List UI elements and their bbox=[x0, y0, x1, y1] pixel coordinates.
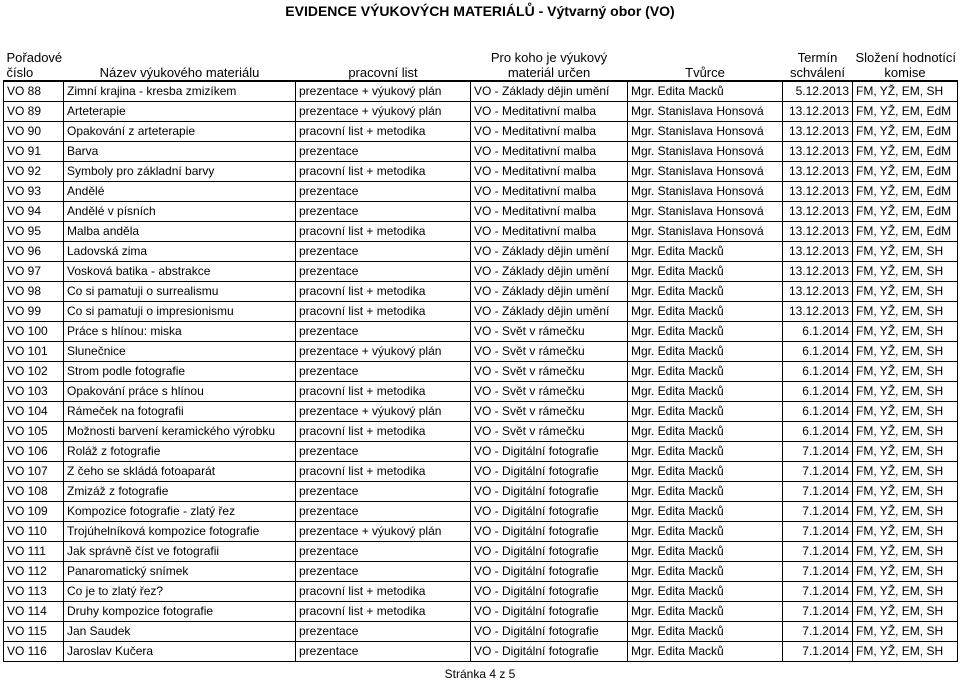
table-row bbox=[4, 521, 958, 541]
cell-target-group: VO - Svět v rámečku bbox=[471, 321, 628, 341]
cell-worksheet: pracovní list + metodika bbox=[296, 601, 471, 621]
materials-table bbox=[3, 40, 958, 662]
table-row bbox=[4, 81, 958, 101]
cell-material-name: Jak správně číst ve fotografii bbox=[64, 541, 296, 561]
cell-order-number: VO 91 bbox=[4, 141, 64, 161]
table-row bbox=[4, 581, 958, 601]
cell-worksheet: prezentace bbox=[296, 541, 471, 561]
table-row bbox=[4, 561, 958, 581]
cell-committee: FM, YŽ, EM, SH bbox=[853, 521, 958, 541]
cell-order-number: VO 116 bbox=[4, 641, 64, 661]
cell-target-group: VO - Meditativní malba bbox=[471, 181, 628, 201]
cell-worksheet: pracovní list + metodika bbox=[296, 461, 471, 481]
cell-material-name: Možnosti barvení keramického výrobku bbox=[64, 421, 296, 441]
cell-committee: FM, YŽ, EM, SH bbox=[853, 261, 958, 281]
cell-worksheet: prezentace bbox=[296, 321, 471, 341]
table-row bbox=[4, 441, 958, 461]
cell-order-number: VO 113 bbox=[4, 581, 64, 601]
cell-material-name: Panaromatický snímek bbox=[64, 561, 296, 581]
table-row bbox=[4, 381, 958, 401]
cell-order-number: VO 95 bbox=[4, 221, 64, 241]
cell-order-number: VO 114 bbox=[4, 601, 64, 621]
cell-committee: FM, YŽ, EM, SH bbox=[853, 441, 958, 461]
cell-target-group: VO - Digitální fotografie bbox=[471, 601, 628, 621]
cell-target-group: VO - Základy dějin umění bbox=[471, 81, 628, 101]
cell-target-group: VO - Digitální fotografie bbox=[471, 521, 628, 541]
cell-worksheet: prezentace bbox=[296, 361, 471, 381]
cell-order-number: VO 111 bbox=[4, 541, 64, 561]
cell-target-group: VO - Digitální fotografie bbox=[471, 481, 628, 501]
cell-worksheet: prezentace bbox=[296, 561, 471, 581]
cell-order-number: VO 97 bbox=[4, 261, 64, 281]
cell-target-group: VO - Digitální fotografie bbox=[471, 581, 628, 601]
table-row bbox=[4, 361, 958, 381]
cell-author: Mgr. Edita Macků bbox=[628, 541, 783, 561]
page-title: EVIDENCE VÝUKOVÝCH MATERIÁLŮ - Výtvarný obor (VO) bbox=[285, 3, 675, 19]
cell-worksheet: prezentace + výukový plán bbox=[296, 341, 471, 361]
header-target-group: Pro koho je výukový materiál určen bbox=[490, 50, 608, 80]
cell-order-number: VO 104 bbox=[4, 401, 64, 421]
table-row bbox=[4, 141, 958, 161]
cell-material-name: Symboly pro základní barvy bbox=[64, 161, 296, 181]
cell-target-group: VO - Digitální fotografie bbox=[471, 441, 628, 461]
cell-worksheet: prezentace bbox=[296, 181, 471, 201]
table-row bbox=[4, 261, 958, 281]
cell-worksheet: pracovní list + metodika bbox=[296, 301, 471, 321]
cell-approval-date: 7.1.2014 bbox=[783, 621, 853, 641]
cell-target-group: VO - Meditativní malba bbox=[471, 101, 628, 121]
cell-committee: FM, YŽ, EM, SH bbox=[853, 381, 958, 401]
cell-committee: FM, YŽ, EM, SH bbox=[853, 421, 958, 441]
cell-approval-date: 13.12.2013 bbox=[783, 221, 853, 241]
cell-order-number: VO 101 bbox=[4, 341, 64, 361]
cell-committee: FM, YŽ, EM, SH bbox=[853, 601, 958, 621]
cell-committee: FM, YŽ, EM, SH bbox=[853, 341, 958, 361]
cell-material-name: Kompozice fotografie - zlatý řez bbox=[64, 501, 296, 521]
cell-target-group: VO - Základy dějin umění bbox=[471, 301, 628, 321]
cell-material-name: Malba anděla bbox=[64, 221, 296, 241]
cell-author: Mgr. Edita Macků bbox=[628, 381, 783, 401]
cell-author: Mgr. Edita Macků bbox=[628, 481, 783, 501]
cell-approval-date: 13.12.2013 bbox=[783, 281, 853, 301]
cell-target-group: VO - Svět v rámečku bbox=[471, 381, 628, 401]
cell-material-name: Vosková batika - abstrakce bbox=[64, 261, 296, 281]
cell-committee: FM, YŽ, EM, EdM bbox=[853, 181, 958, 201]
cell-order-number: VO 110 bbox=[4, 521, 64, 541]
cell-worksheet: prezentace + výukový plán bbox=[296, 401, 471, 421]
cell-material-name: Druhy kompozice fotografie bbox=[64, 601, 296, 621]
cell-order-number: VO 107 bbox=[4, 461, 64, 481]
cell-approval-date: 6.1.2014 bbox=[783, 381, 853, 401]
cell-target-group: VO - Základy dějin umění bbox=[471, 241, 628, 261]
cell-author: Mgr. Stanislava Honsová bbox=[628, 201, 783, 221]
cell-author: Mgr. Edita Macků bbox=[628, 501, 783, 521]
cell-approval-date: 7.1.2014 bbox=[783, 581, 853, 601]
cell-order-number: VO 102 bbox=[4, 361, 64, 381]
cell-worksheet: prezentace + výukový plán bbox=[296, 521, 471, 541]
cell-worksheet: pracovní list + metodika bbox=[296, 421, 471, 441]
table-row bbox=[4, 321, 958, 341]
cell-worksheet: prezentace bbox=[296, 441, 471, 461]
cell-order-number: VO 100 bbox=[4, 321, 64, 341]
cell-author: Mgr. Edita Macků bbox=[628, 601, 783, 621]
cell-author: Mgr. Edita Macků bbox=[628, 421, 783, 441]
cell-material-name: Ladovská zima bbox=[64, 241, 296, 261]
cell-author: Mgr. Edita Macků bbox=[628, 361, 783, 381]
cell-committee: FM, YŽ, EM, SH bbox=[853, 301, 958, 321]
cell-material-name: Strom podle fotografie bbox=[64, 361, 296, 381]
cell-order-number: VO 92 bbox=[4, 161, 64, 181]
cell-order-number: VO 108 bbox=[4, 481, 64, 501]
cell-target-group: VO - Digitální fotografie bbox=[471, 461, 628, 481]
cell-author: Mgr. Edita Macků bbox=[628, 81, 783, 101]
cell-author: Mgr. Edita Macků bbox=[628, 321, 783, 341]
cell-material-name: Z čeho se skládá fotoaparát bbox=[64, 461, 296, 481]
cell-committee: FM, YŽ, EM, SH bbox=[853, 621, 958, 641]
cell-committee: FM, YŽ, EM, SH bbox=[853, 321, 958, 341]
cell-target-group: VO - Digitální fotografie bbox=[471, 621, 628, 641]
cell-approval-date: 7.1.2014 bbox=[783, 641, 853, 661]
page-footer: Stránka 4 z 5 bbox=[444, 667, 516, 681]
cell-approval-date: 13.12.2013 bbox=[783, 241, 853, 261]
cell-material-name: Co si pamatuji o impresionismu bbox=[64, 301, 296, 321]
cell-approval-date: 7.1.2014 bbox=[783, 441, 853, 461]
table-header-row bbox=[4, 40, 958, 81]
cell-committee: FM, YŽ, EM, SH bbox=[853, 541, 958, 561]
cell-target-group: VO - Svět v rámečku bbox=[471, 421, 628, 441]
cell-material-name: Arteterapie bbox=[64, 101, 296, 121]
cell-committee: FM, YŽ, EM, SH bbox=[853, 641, 958, 661]
cell-author: Mgr. Edita Macků bbox=[628, 241, 783, 261]
header-approval-date: Termín schválení bbox=[790, 50, 845, 80]
table-row bbox=[4, 541, 958, 561]
table-row bbox=[4, 101, 958, 121]
cell-author: Mgr. Edita Macků bbox=[628, 461, 783, 481]
cell-approval-date: 7.1.2014 bbox=[783, 481, 853, 501]
cell-order-number: VO 109 bbox=[4, 501, 64, 521]
header-worksheet: pracovní list bbox=[348, 65, 418, 80]
cell-target-group: VO - Meditativní malba bbox=[471, 201, 628, 221]
cell-material-name: Barva bbox=[64, 141, 296, 161]
cell-committee: FM, YŽ, EM, EdM bbox=[853, 201, 958, 221]
cell-author: Mgr. Edita Macků bbox=[628, 261, 783, 281]
header-author: Tvůrce bbox=[685, 65, 725, 80]
table-row bbox=[4, 481, 958, 501]
cell-author: Mgr. Edita Macků bbox=[628, 441, 783, 461]
cell-approval-date: 6.1.2014 bbox=[783, 341, 853, 361]
header-committee: Složení hodnotící komise bbox=[855, 50, 956, 80]
cell-worksheet: prezentace bbox=[296, 201, 471, 221]
table-row bbox=[4, 621, 958, 641]
cell-author: Mgr. Edita Macků bbox=[628, 341, 783, 361]
cell-target-group: VO - Digitální fotografie bbox=[471, 501, 628, 521]
cell-order-number: VO 106 bbox=[4, 441, 64, 461]
table-row bbox=[4, 301, 958, 321]
table-row bbox=[4, 241, 958, 261]
cell-approval-date: 7.1.2014 bbox=[783, 461, 853, 481]
cell-target-group: VO - Svět v rámečku bbox=[471, 361, 628, 381]
table-body bbox=[4, 81, 958, 661]
table-row bbox=[4, 201, 958, 221]
cell-target-group: VO - Svět v rámečku bbox=[471, 401, 628, 421]
cell-target-group: VO - Meditativní malba bbox=[471, 161, 628, 181]
cell-worksheet: prezentace bbox=[296, 141, 471, 161]
cell-approval-date: 13.12.2013 bbox=[783, 181, 853, 201]
cell-worksheet: pracovní list + metodika bbox=[296, 121, 471, 141]
cell-committee: FM, YŽ, EM, SH bbox=[853, 401, 958, 421]
cell-approval-date: 13.12.2013 bbox=[783, 161, 853, 181]
cell-author: Mgr. Stanislava Honsová bbox=[628, 141, 783, 161]
cell-order-number: VO 103 bbox=[4, 381, 64, 401]
cell-target-group: VO - Digitální fotografie bbox=[471, 561, 628, 581]
cell-material-name: Co je to zlatý řez? bbox=[64, 581, 296, 601]
cell-target-group: VO - Digitální fotografie bbox=[471, 541, 628, 561]
cell-order-number: VO 93 bbox=[4, 181, 64, 201]
cell-material-name: Co si pamatuji o surrealismu bbox=[64, 281, 296, 301]
cell-order-number: VO 94 bbox=[4, 201, 64, 221]
cell-worksheet: prezentace bbox=[296, 261, 471, 281]
header-order-number: Pořadové číslo bbox=[6, 50, 63, 80]
cell-target-group: VO - Meditativní malba bbox=[471, 121, 628, 141]
cell-target-group: VO - Meditativní malba bbox=[471, 141, 628, 161]
cell-material-name: Rámeček na fotografii bbox=[64, 401, 296, 421]
cell-author: Mgr. Stanislava Honsová bbox=[628, 181, 783, 201]
cell-approval-date: 13.12.2013 bbox=[783, 141, 853, 161]
cell-order-number: VO 99 bbox=[4, 301, 64, 321]
cell-material-name: Jaroslav Kučera bbox=[64, 641, 296, 661]
cell-worksheet: pracovní list + metodika bbox=[296, 221, 471, 241]
table-row bbox=[4, 401, 958, 421]
cell-worksheet: prezentace + výukový plán bbox=[296, 101, 471, 121]
cell-approval-date: 13.12.2013 bbox=[783, 101, 853, 121]
cell-material-name: Opakování z arteterapie bbox=[64, 121, 296, 141]
cell-author: Mgr. Stanislava Honsová bbox=[628, 101, 783, 121]
cell-committee: FM, YŽ, EM, SH bbox=[853, 81, 958, 101]
cell-author: Mgr. Edita Macků bbox=[628, 401, 783, 421]
cell-material-name: Zmizáž z fotografie bbox=[64, 481, 296, 501]
cell-approval-date: 6.1.2014 bbox=[783, 361, 853, 381]
cell-target-group: VO - Meditativní malba bbox=[471, 221, 628, 241]
table-row bbox=[4, 461, 958, 481]
cell-target-group: VO - Základy dějin umění bbox=[471, 261, 628, 281]
cell-worksheet: pracovní list + metodika bbox=[296, 281, 471, 301]
cell-target-group: VO - Svět v rámečku bbox=[471, 341, 628, 361]
table-row bbox=[4, 161, 958, 181]
cell-committee: FM, YŽ, EM, SH bbox=[853, 561, 958, 581]
cell-order-number: VO 89 bbox=[4, 101, 64, 121]
cell-material-name: Práce s hlínou: miska bbox=[64, 321, 296, 341]
table-row bbox=[4, 121, 958, 141]
cell-approval-date: 13.12.2013 bbox=[783, 121, 853, 141]
cell-worksheet: prezentace bbox=[296, 241, 471, 261]
cell-author: Mgr. Edita Macků bbox=[628, 281, 783, 301]
cell-committee: FM, YŽ, EM, EdM bbox=[853, 221, 958, 241]
cell-target-group: VO - Základy dějin umění bbox=[471, 281, 628, 301]
cell-worksheet: prezentace bbox=[296, 641, 471, 661]
cell-author: Mgr. Edita Macků bbox=[628, 641, 783, 661]
cell-approval-date: 7.1.2014 bbox=[783, 541, 853, 561]
cell-approval-date: 6.1.2014 bbox=[783, 421, 853, 441]
cell-author: Mgr. Edita Macků bbox=[628, 521, 783, 541]
cell-committee: FM, YŽ, EM, SH bbox=[853, 281, 958, 301]
cell-author: Mgr. Edita Macků bbox=[628, 581, 783, 601]
cell-material-name: Andělé v písních bbox=[64, 201, 296, 221]
cell-worksheet: prezentace bbox=[296, 481, 471, 501]
cell-material-name: Roláž z fotografie bbox=[64, 441, 296, 461]
cell-approval-date: 6.1.2014 bbox=[783, 321, 853, 341]
cell-worksheet: prezentace + výukový plán bbox=[296, 81, 471, 101]
cell-material-name: Andělé bbox=[64, 181, 296, 201]
header-material-name: Název výukového materiálu bbox=[99, 65, 260, 80]
cell-worksheet: prezentace bbox=[296, 621, 471, 641]
cell-approval-date: 6.1.2014 bbox=[783, 401, 853, 421]
cell-worksheet: pracovní list + metodika bbox=[296, 581, 471, 601]
table-row bbox=[4, 181, 958, 201]
cell-order-number: VO 115 bbox=[4, 621, 64, 641]
cell-author: Mgr. Edita Macků bbox=[628, 621, 783, 641]
cell-approval-date: 7.1.2014 bbox=[783, 601, 853, 621]
cell-committee: FM, YŽ, EM, SH bbox=[853, 461, 958, 481]
cell-author: Mgr. Edita Macků bbox=[628, 561, 783, 581]
cell-target-group: VO - Digitální fotografie bbox=[471, 641, 628, 661]
cell-author: Mgr. Stanislava Honsová bbox=[628, 161, 783, 181]
cell-committee: FM, YŽ, EM, SH bbox=[853, 481, 958, 501]
cell-material-name: Jan Saudek bbox=[64, 621, 296, 641]
cell-committee: FM, YŽ, EM, EdM bbox=[853, 121, 958, 141]
table-row bbox=[4, 601, 958, 621]
cell-committee: FM, YŽ, EM, EdM bbox=[853, 101, 958, 121]
cell-material-name: Trojúhelníková kompozice fotografie bbox=[64, 521, 296, 541]
cell-approval-date: 7.1.2014 bbox=[783, 561, 853, 581]
cell-approval-date: 5.12.2013 bbox=[783, 81, 853, 101]
cell-approval-date: 7.1.2014 bbox=[783, 501, 853, 521]
cell-order-number: VO 112 bbox=[4, 561, 64, 581]
table-row bbox=[4, 341, 958, 361]
cell-order-number: VO 90 bbox=[4, 121, 64, 141]
cell-author: Mgr. Stanislava Honsová bbox=[628, 121, 783, 141]
table-row bbox=[4, 641, 958, 661]
cell-order-number: VO 98 bbox=[4, 281, 64, 301]
cell-order-number: VO 105 bbox=[4, 421, 64, 441]
cell-material-name: Zimní krajina - kresba zmizíkem bbox=[64, 81, 296, 101]
cell-committee: FM, YŽ, EM, EdM bbox=[853, 161, 958, 181]
cell-order-number: VO 88 bbox=[4, 81, 64, 101]
table-row bbox=[4, 221, 958, 241]
cell-material-name: Slunečnice bbox=[64, 341, 296, 361]
cell-approval-date: 13.12.2013 bbox=[783, 201, 853, 221]
cell-author: Mgr. Stanislava Honsová bbox=[628, 221, 783, 241]
cell-approval-date: 7.1.2014 bbox=[783, 521, 853, 541]
cell-committee: FM, YŽ, EM, SH bbox=[853, 501, 958, 521]
cell-order-number: VO 96 bbox=[4, 241, 64, 261]
cell-worksheet: pracovní list + metodika bbox=[296, 161, 471, 181]
cell-material-name: Opakování práce s hlínou bbox=[64, 381, 296, 401]
cell-author: Mgr. Edita Macků bbox=[628, 301, 783, 321]
cell-committee: FM, YŽ, EM, SH bbox=[853, 241, 958, 261]
table-row bbox=[4, 501, 958, 521]
cell-approval-date: 13.12.2013 bbox=[783, 301, 853, 321]
cell-worksheet: prezentace bbox=[296, 501, 471, 521]
cell-committee: FM, YŽ, EM, SH bbox=[853, 581, 958, 601]
table-row bbox=[4, 421, 958, 441]
cell-committee: FM, YŽ, EM, SH bbox=[853, 361, 958, 381]
cell-worksheet: pracovní list + metodika bbox=[296, 381, 471, 401]
cell-committee: FM, YŽ, EM, EdM bbox=[853, 141, 958, 161]
table-row bbox=[4, 281, 958, 301]
cell-approval-date: 13.12.2013 bbox=[783, 261, 853, 281]
